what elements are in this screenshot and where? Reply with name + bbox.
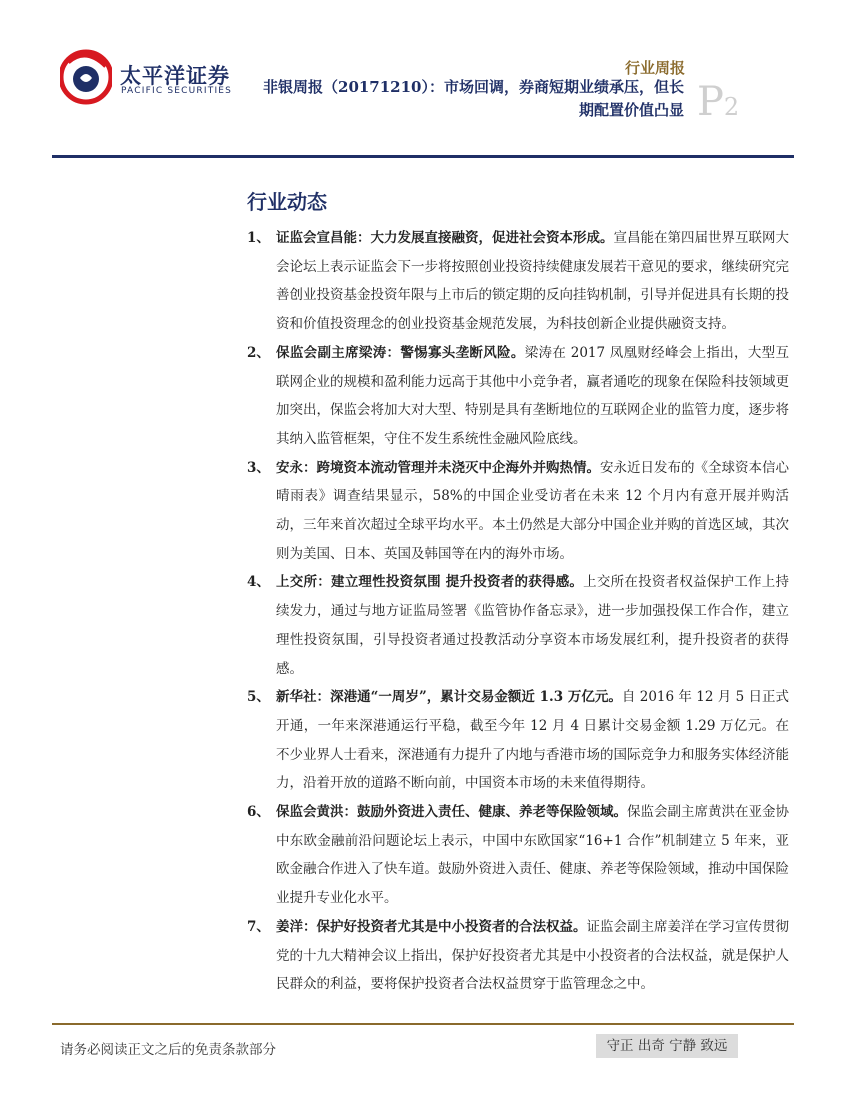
news-number: 2、 [247,344,270,361]
footer-motto: 守正 出奇 宁静 致远 [596,1034,738,1058]
page-number: P2 [697,79,740,125]
news-headline: 证监会宣昌能：大力发展直接融资，促进社会资本形成。 [276,230,614,246]
news-headline: 安永：跨境资本流动管理并未浇灭中企海外并购热情。 [276,459,600,476]
news-body [276,454,789,569]
news-headline: 保监会副主席梁涛：警惕寡头垄断风险。 [276,344,525,361]
news-number: 3、 [247,459,270,476]
news-body [276,339,789,454]
news-list [247,224,789,999]
news-text: 保监会副主席黄洪在亚金协中东欧金融前沿问题论坛上表示，中国中东欧国家“16+1 合作”机制建立 5 年来，亚欧金融合作进入了快车道。鼓励外资进入责任、健康、养老等保险领域，推动中国保险业提升专业化水平。 [276,804,789,907]
news-number: 5、 [247,689,270,706]
news-body [276,683,789,798]
news-headline: 姜洋：保护好投资者尤其是中小投资者的合法权益。 [276,918,587,935]
footer-disclaimer: 请务必阅读正文之后的免责条款部分 [60,1042,276,1058]
news-number: 6、 [247,804,270,821]
news-item [247,913,789,999]
news-item [247,568,789,683]
news-number: 4、 [247,574,270,591]
news-headline: 上交所：建立理性投资氛围 提升投资者的获得感。 [276,574,584,591]
news-text: 证监会副主席姜洋在学习宣传贯彻党的十九大精神会议上指出，保护好投资者尤其是中小投资者的合法权益，就是保护人民群众的利益，要将保护投资者合法权益贯穿于监管理念之中。 [276,918,789,993]
section-title: 行业动态 [247,190,327,214]
news-text: 宣昌能在第四届世界互联网大会论坛上表示证监会下一步将按照创业投资持续健康发展若干意见的要求，继续研究完善创业投资基金投资年限与上市后的锁定期的反向挂钩机制，引导并促进具有长期的投资和价值投资理念的创业投资基金规范发展，为科技创新企业提供融资支持。 [276,230,789,333]
news-item [247,454,789,569]
news-body [276,798,789,913]
news-item [247,798,789,913]
report-type: 行业周报 [624,59,685,77]
news-number: 7、 [247,918,270,935]
news-text: 上交所在投资者权益保护工作上持续发力，通过与地方证监局签署《监管协作备忘录》，进一步加强投保工作合作，建立理性投资氛围，引导投资者通过投教活动分享资本市场发展红利，提升投资者的获得感。 [276,574,790,677]
news-body [276,913,789,999]
header-divider [52,155,794,158]
news-text: 自 2016 年 12 月 5 日正式开通，一年来深港通运行平稳，截至今年 12 月 4 日累计交易金额 1.29 万亿元。在不少业界人士看来，深港通有力提升了内地与香港市场的国际竞争力和服务实体经济能力，沿着开放的道路不断向前，中国资本市场的未来值得期待。 [276,689,790,792]
news-headline: 保监会黄洪：鼓励外资进入责任、健康、养老等保险领域。 [276,804,627,821]
news-item [247,339,789,454]
news-text: 梁涛在 2017 凤凰财经峰会上指出，大型互联网企业的规模和盈利能力远高于其他中小竞争者，赢者通吃的现象在保险科技领域更加突出，保监会将加大对大型、特别是具有垄断地位的互联网企业的监管力度，逐步将其纳入监管框架，守住不发生系统性金融风险底线。 [276,344,789,447]
news-text: 安永近日发布的《全球资本信心晴雨表》调查结果显示，58%的中国企业受访者在未来 12 个月内有意开展并购活动，三年来首次超过全球平均水平。本土仍然是大部分中国企业并购的首选区域，其次则为美国、日本、英国及韩国等在内的海外市场。 [276,459,789,562]
news-body [276,568,789,683]
logo-name-cn: 太平洋证券 [120,64,230,88]
logo-name-en: PACIFIC SECURITIES [121,86,233,96]
report-title: 非银周报（20171210）：市场回调，券商短期业绩承压，但长期配置价值凸显 [263,78,684,119]
company-logo [60,48,233,108]
logo-mark-icon [60,48,112,106]
news-item [247,224,789,339]
news-item [247,683,789,798]
footer-divider [52,1023,794,1025]
news-body [276,224,789,339]
news-number: 1、 [247,230,270,246]
news-headline: 新华社：深港通“一周岁”，累计交易金额近 1.3 万亿元。 [276,689,622,706]
